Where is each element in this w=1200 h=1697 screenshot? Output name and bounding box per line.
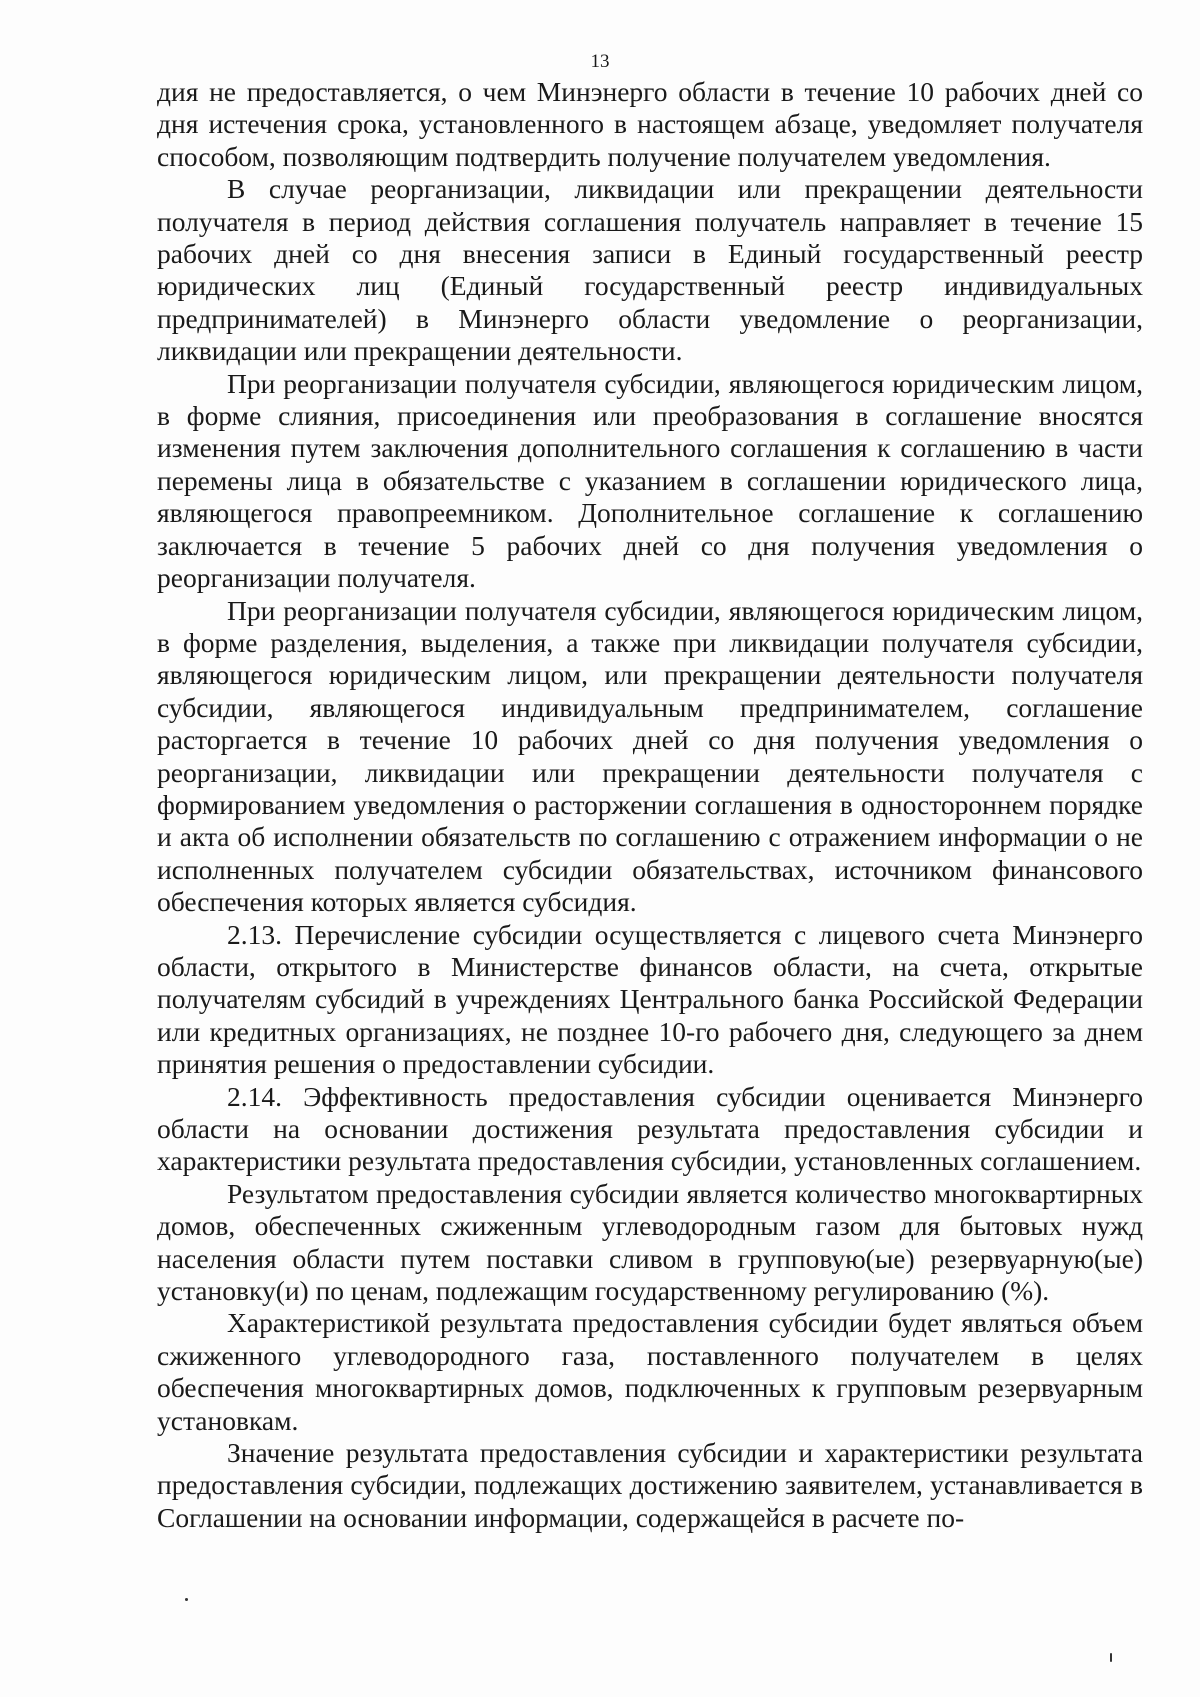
paragraph-result: Результатом предоставления субсидии является количество многоквартирных домов, обеспеченных сжиженным углеводородным газом для бытовых нужд населения области путем поставки сливом в групповую(ые) резервуарную(ые) установку(и) по ценам, подлежащим государственному регулированию (%). (157, 1177, 1143, 1307)
paragraph-2-13: 2.13. Перечисление субсидии осуществляется с лицевого счета Минэнерго области, открытого в Министерстве финансов области, на счета, открытые получателям субсидий в учреждениях Центрального банка Российской Федерации или кредитных организациях, не позднее 10-го рабочего дня, следующего за днем принятия решения о предоставлении субсидии. (157, 918, 1143, 1080)
paragraph-continuation: дия не предоставляется, о чем Минэнерго области в течение 10 рабочих дней со дня истечения срока, установленного в настоящем абзаце, уведомляет получателя способом, позволяющим подтвердить получение получателем уведомления. (157, 76, 1143, 172)
paragraph-reorganization-notice: В случае реорганизации, ликвидации или прекращении деятельности получателя в период действия соглашения получатель направляет в течение 15 рабочих дней со дня внесения записи в Единый государственный реестр юридических лиц (Единый государственный реестр индивидуальных предпринимателей) в Минэнерго области уведомление о реорганизации, ликвидации или прекращении деятельности. (157, 173, 1143, 367)
scan-speck (1110, 1653, 1112, 1662)
page-number: 13 (590, 51, 610, 72)
paragraph-division-reorganization: При реорганизации получателя субсидии, являющегося юридическим лицом, в форме разделения, выделения, а также при ликвидации получателя субсидии, являющегося юридическим лицом, или прекращении деятельности получателя субсидии, являющегося индивидуальным предпринимателем, соглашение расторгается в течение 10 рабочих дней со дня получения уведомления о реорганизации, ликвидации или прекращении деятельности получателя с формированием уведомления о расторжении соглашения в одностороннем порядке и акта об исполнении обязательств по соглашению с отражением информации о не исполненных получателем субсидии обязательствах, источником финансового обеспечения которых является субсидия. (157, 594, 1143, 918)
paragraph-2-14: 2.14. Эффективность предоставления субсидии оценивается Минэнерго области на основании достижения результата предоставления субсидии и характеристики результата предоставления субсидии, установленных соглашением. (157, 1080, 1143, 1177)
scan-speck (185, 1598, 188, 1601)
document-body (157, 76, 1143, 1534)
paragraph-characteristic: Характеристикой результата предоставления субсидии будет являться объем сжиженного углеводородного газа, поставленного получателем в целях обеспечения многоквартирных домов, подключенных к групповым резервуарным установкам. (157, 1307, 1143, 1436)
paragraph-merger-reorganization: При реорганизации получателя субсидии, являющегося юридическим лицом, в форме слияния, присоединения или преобразования в соглашение вносятся изменения путем заключения дополнительного соглашения к соглашению в части перемены лица в обязательстве с указанием в соглашении юридического лица, являющегося правопреемником. Дополнительное соглашение к соглашению заключается в течение 5 рабочих дней со дня получения уведомления о реорганизации получателя. (157, 367, 1143, 594)
paragraph-result-value: Значение результата предоставления субсидии и характеристики результата предоставления субсидии, подлежащих достижению заявителем, устанавливается в Соглашении на основании информации, содержащейся в расчете по- (157, 1437, 1143, 1533)
